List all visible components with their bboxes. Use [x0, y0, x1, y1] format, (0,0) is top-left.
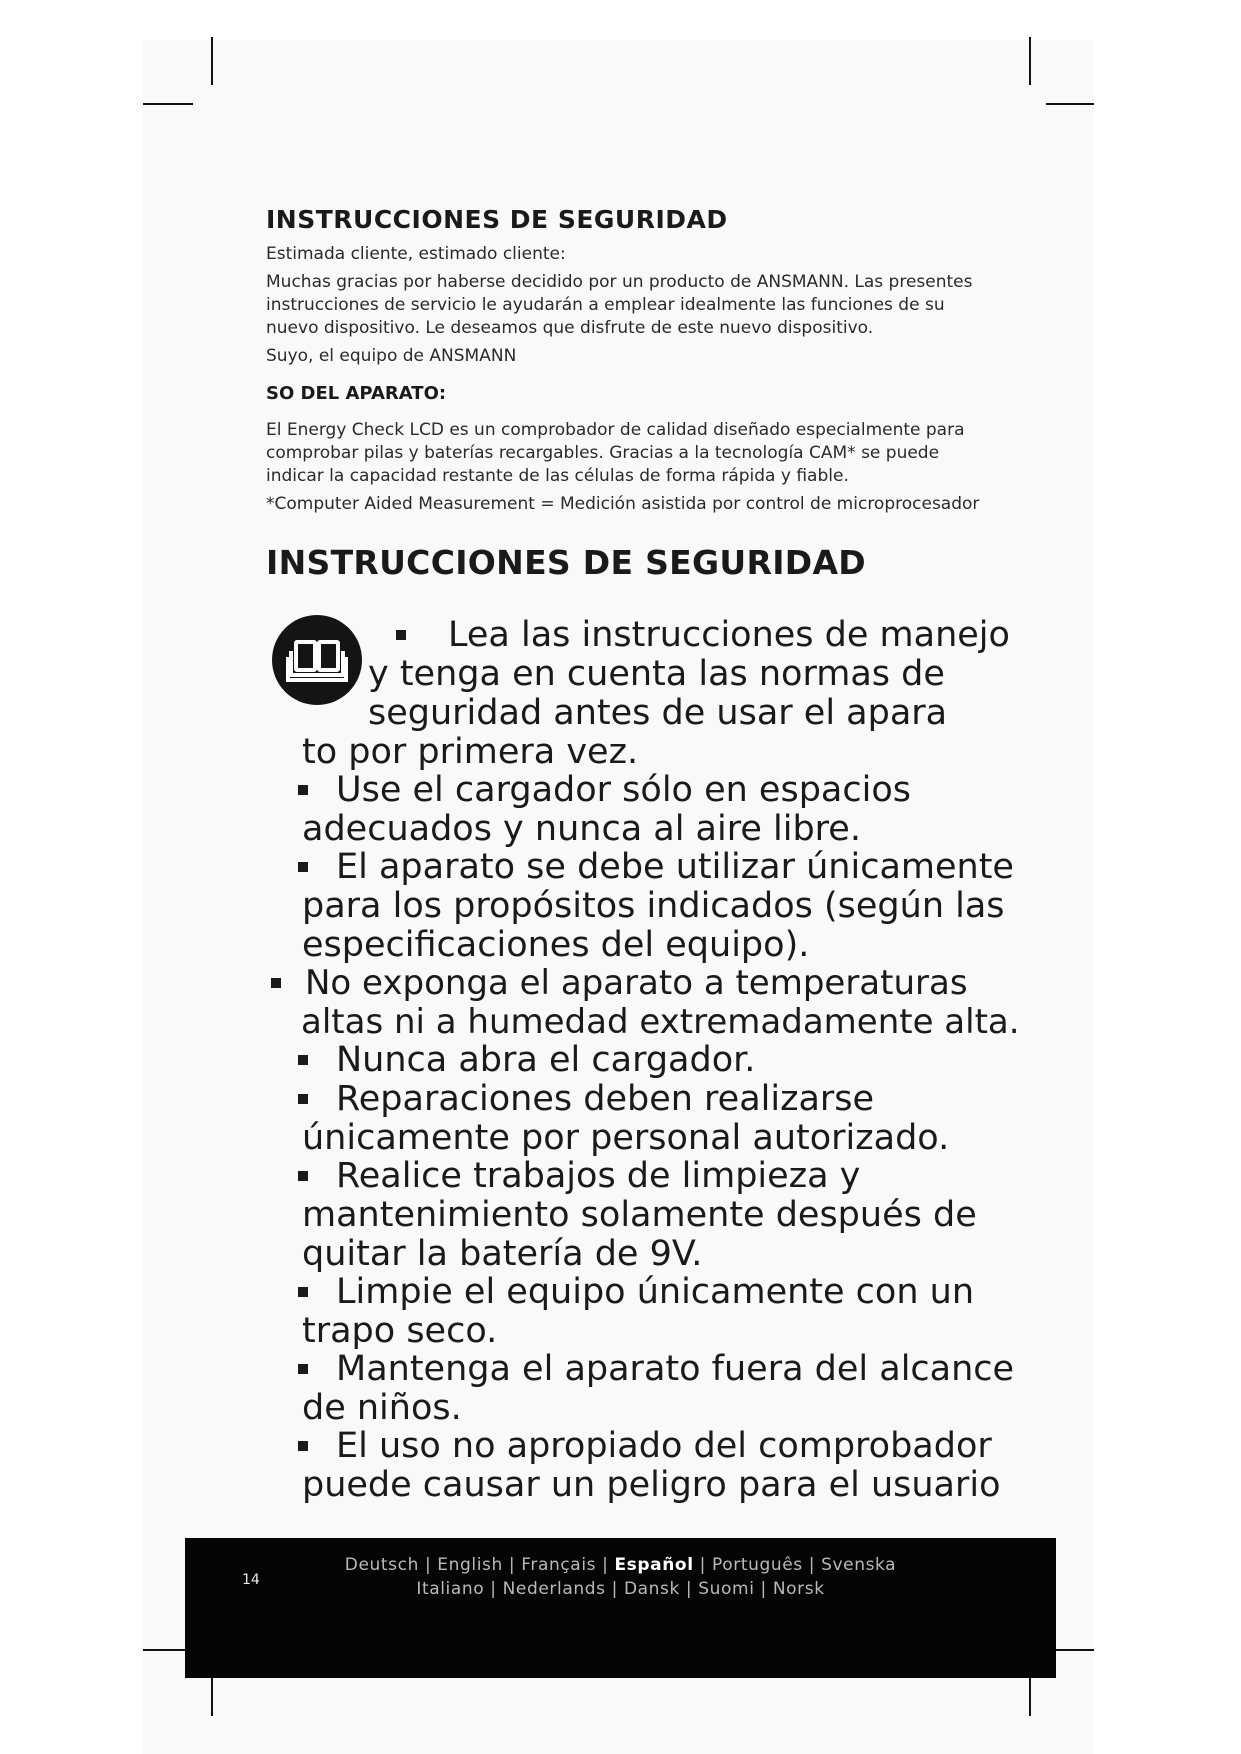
usage-line: indicar la capacidad restante de las células de forma rápida y fiable. — [266, 466, 849, 486]
language-link-deutsch[interactable]: Deutsch — [344, 1555, 419, 1575]
language-link-svenska[interactable]: Svenska — [821, 1555, 897, 1575]
language-link-francais[interactable]: Français — [521, 1555, 597, 1575]
safety-line: to por primera vez. — [302, 732, 639, 772]
safety-line: Mantenga el aparato fuera del alcance — [336, 1349, 1015, 1389]
language-list — [185, 1555, 1056, 1575]
intro-line: nuevo dispositivo. Le deseamos que disfrute de este nuevo dispositivo. — [266, 318, 874, 338]
safety-line: puede causar un peligro para el usuario — [302, 1465, 1001, 1505]
language-list — [185, 1579, 1056, 1599]
safety-line: y tenga en cuenta las normas de — [368, 654, 945, 694]
language-separator: | — [605, 1579, 624, 1599]
language-separator: | — [502, 1555, 522, 1575]
safety-line: El aparato se debe utilizar únicamente — [336, 847, 1014, 887]
safety-line: El uso no apropiado del comprobador — [336, 1426, 992, 1466]
safety-line: Lea las instrucciones de manejo — [448, 615, 1010, 655]
language-separator: | — [802, 1555, 822, 1575]
safety-line: seguridad antes de usar el apara — [368, 693, 948, 733]
language-link-italiano[interactable]: Italiano — [416, 1579, 485, 1599]
language-separator: | — [484, 1579, 503, 1599]
safety-line: Nunca abra el cargador. — [336, 1040, 756, 1080]
language-link-dansk[interactable]: Dansk — [623, 1579, 680, 1599]
page-number: 14 — [242, 1572, 260, 1588]
footer-bar — [185, 1538, 1056, 1678]
signature: Suyo, el equipo de ANSMANN — [266, 346, 517, 366]
safety-heading: INSTRUCCIONES DE SEGURIDAD — [266, 543, 866, 582]
language-separator: | — [754, 1579, 773, 1599]
footnote: *Computer Aided Measurement = Medición asistida por control de microprocesador — [266, 494, 980, 514]
safety-line: únicamente por personal autorizado. — [302, 1118, 950, 1158]
safety-line: Realice trabajos de limpieza y — [336, 1156, 861, 1196]
language-link-suomi[interactable]: Suomi — [698, 1579, 755, 1599]
salutation: Estimada cliente, estimado cliente: — [266, 244, 566, 264]
safety-line: Reparaciones deben realizarse — [336, 1079, 875, 1119]
bullet-icon — [298, 785, 308, 795]
bullet-icon — [298, 1287, 308, 1297]
language-separator: | — [679, 1579, 699, 1599]
safety-line: No exponga el aparato a temperaturas — [305, 963, 968, 1003]
safety-line: mantenimiento solamente después de — [302, 1195, 977, 1235]
language-separator: | — [418, 1555, 438, 1575]
intro-heading: INSTRUCCIONES DE SEGURIDAD — [266, 205, 728, 234]
safety-line: para los propósitos indicados (según las — [302, 886, 1005, 926]
safety-line: adecuados y nunca al aire libre. — [302, 809, 861, 849]
bullet-icon — [298, 1364, 308, 1374]
usage-line: El Energy Check LCD es un comprobador de calidad diseñado especialmente para — [266, 420, 965, 440]
bullet-icon — [298, 1094, 308, 1104]
usage-heading: SO DEL APARATO: — [266, 383, 447, 404]
safety-line: quitar la batería de 9V. — [302, 1234, 703, 1274]
intro-line: instrucciones de servicio le ayudarán a emplear idealmente las funciones de su — [266, 295, 945, 315]
bullet-icon — [271, 978, 281, 988]
safety-line: de niños. — [302, 1388, 462, 1428]
language-separator: | — [693, 1555, 712, 1575]
bullet-icon — [298, 1171, 308, 1181]
intro-line: Muchas gracias por haberse decidido por un producto de ANSMANN. Las presentes — [266, 272, 973, 292]
safety-line: trapo seco. — [302, 1311, 498, 1351]
language-link-english[interactable]: English — [437, 1555, 503, 1575]
bullet-icon — [298, 862, 308, 872]
safety-line: altas ni a humedad extremadamente alta. — [301, 1002, 1020, 1042]
bullet-icon — [298, 1055, 308, 1065]
usage-line: comprobar pilas y baterías recargables. Gracias a la tecnología CAM* se puede — [266, 443, 940, 463]
language-separator: | — [596, 1555, 615, 1575]
language-link-portugues[interactable]: Português — [711, 1555, 803, 1575]
safety-line: Use el cargador sólo en espacios — [336, 770, 911, 810]
language-link-norsk[interactable]: Norsk — [772, 1579, 825, 1599]
bullet-icon — [298, 1441, 308, 1451]
bullet-icon — [396, 630, 406, 640]
language-link-nederlands[interactable]: Nederlands — [502, 1579, 606, 1599]
language-link-espanol-active[interactable]: Español — [614, 1555, 694, 1575]
safety-line: Limpie el equipo únicamente con un — [336, 1272, 975, 1312]
safety-line: especificaciones del equipo). — [302, 925, 810, 965]
